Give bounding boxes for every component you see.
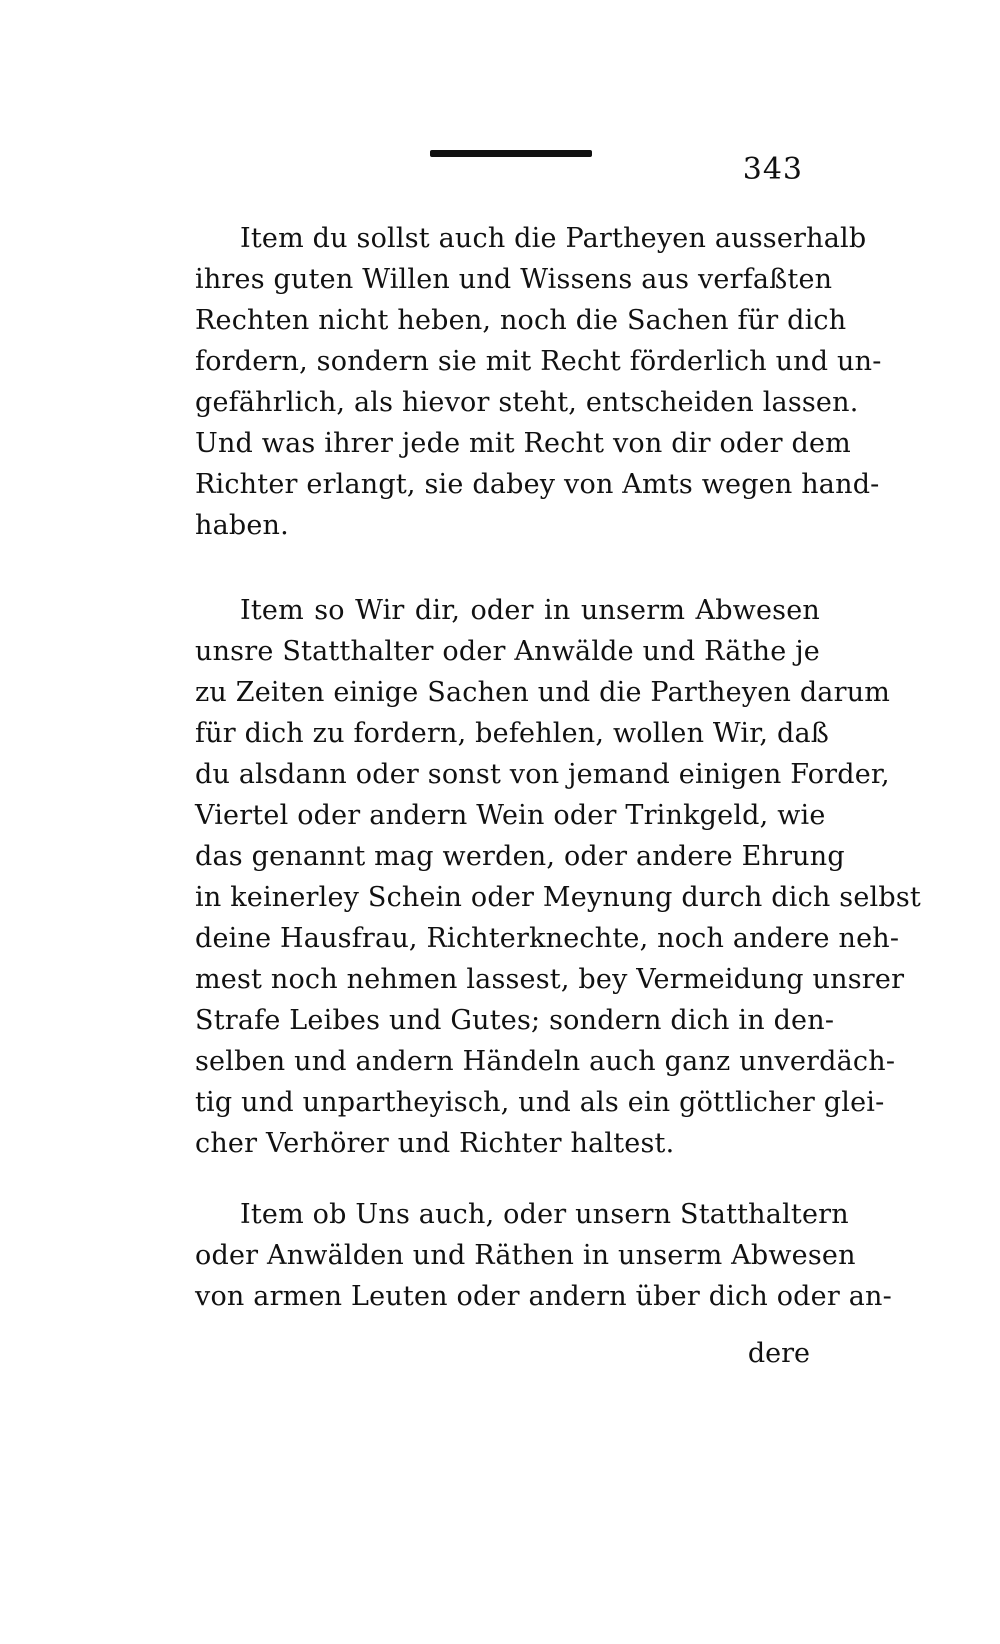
text-line: selben und andern Händeln auch ganz unverdäch- bbox=[195, 1046, 896, 1077]
text-line: mest noch nehmen lassest, bey Vermeidung unsrer bbox=[195, 964, 905, 995]
text-line: fordern, sondern sie mit Recht förderlich und un- bbox=[195, 346, 882, 377]
text-line: von armen Leuten oder andern über dich oder an- bbox=[195, 1281, 892, 1312]
page-number: 343 bbox=[742, 152, 803, 187]
text-line: unsre Statthalter oder Anwälde und Räthe je bbox=[195, 636, 820, 667]
text-line: Viertel oder andern Wein oder Trinkgeld, wie bbox=[195, 800, 826, 831]
text-line: Rechten nicht heben, noch die Sachen für dich bbox=[195, 305, 847, 336]
text-line: für dich zu fordern, befehlen, wollen Wir, daß bbox=[195, 718, 829, 749]
catchword: dere bbox=[747, 1338, 810, 1369]
text-line: oder Anwälden und Räthen in unserm Abwesen bbox=[195, 1240, 856, 1271]
text-line: haben. bbox=[195, 510, 289, 541]
paragraph-1 bbox=[195, 218, 882, 546]
text-line: tig und unpartheyisch, und als ein göttlicher glei- bbox=[195, 1087, 885, 1118]
text-line: Item so Wir dir, oder in unserm Abwesen bbox=[240, 595, 820, 626]
text-line: das genannt mag werden, oder andere Ehrung bbox=[195, 841, 845, 872]
text-line: cher Verhörer und Richter haltest. bbox=[195, 1128, 675, 1159]
text-line: Item du sollst auch die Partheyen ausserhalb bbox=[240, 223, 867, 254]
paragraph-3 bbox=[195, 1194, 892, 1317]
text-line: in keinerley Schein oder Meynung durch dich selbst bbox=[195, 882, 921, 913]
paragraph-2 bbox=[195, 590, 921, 1164]
header-rule bbox=[430, 150, 592, 157]
text-line: Strafe Leibes und Gutes; sondern dich in den- bbox=[195, 1005, 835, 1036]
text-line: deine Hausfrau, Richterknechte, noch andere neh- bbox=[195, 923, 900, 954]
text-line: Und was ihrer jede mit Recht von dir oder dem bbox=[195, 428, 851, 459]
text-line: gefährlich, als hievor steht, entscheiden lassen. bbox=[195, 387, 859, 418]
text-line: du alsdann oder sonst von jemand einigen Forder, bbox=[195, 759, 890, 790]
text-line: ihres guten Willen und Wissens aus verfaßten bbox=[195, 264, 833, 295]
text-line: zu Zeiten einige Sachen und die Partheyen darum bbox=[195, 677, 891, 708]
text-line: Item ob Uns auch, oder unsern Statthaltern bbox=[240, 1199, 849, 1230]
text-line: Richter erlangt, sie dabey von Amts wegen hand- bbox=[195, 469, 880, 500]
